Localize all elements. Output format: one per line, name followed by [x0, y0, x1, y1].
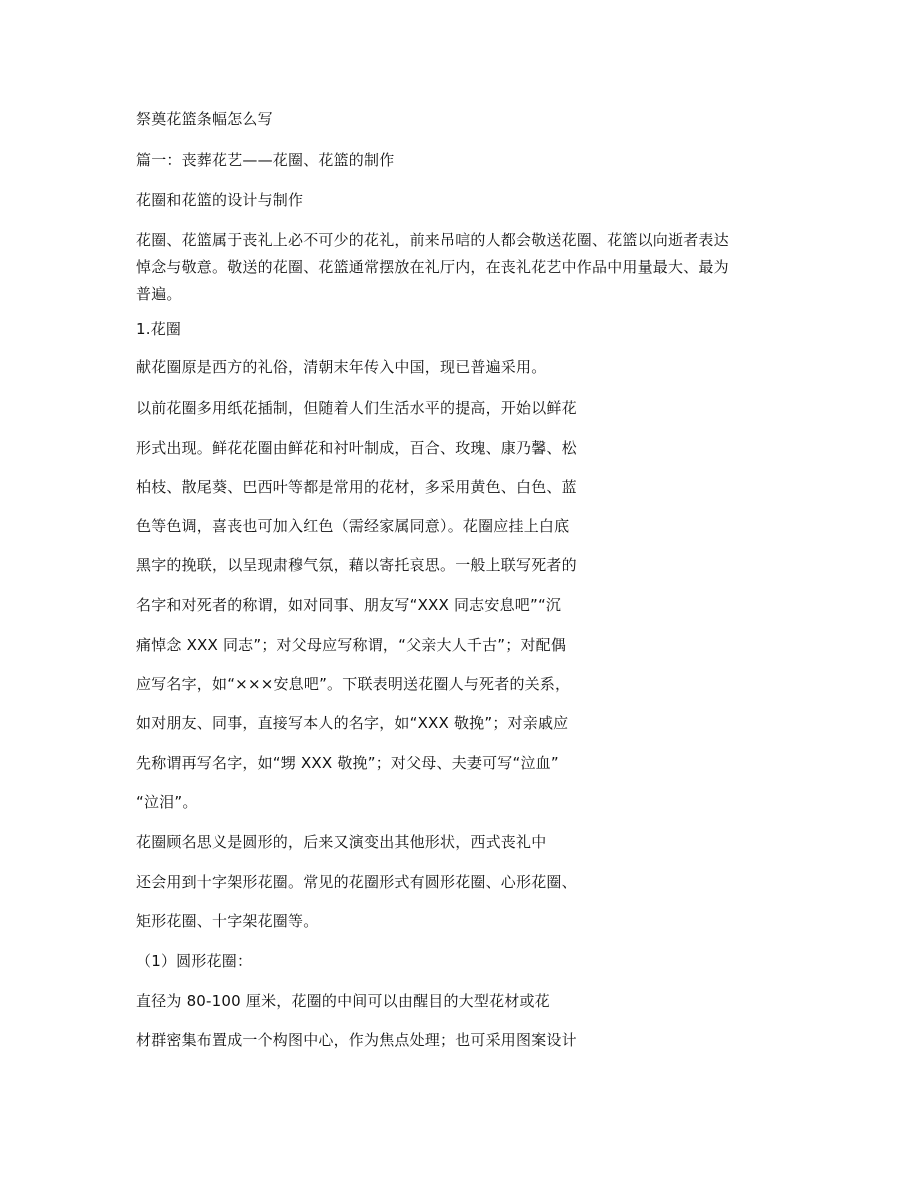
chapter-heading: 篇一：丧葬花艺——花圈、花篮的制作 [136, 151, 395, 169]
materials-line: 应写名字，如“×××安息吧”。下联表明送花圈人与死者的关系， [136, 675, 571, 693]
shapes-line: 花圈顾名思义是圆形的，后来又演变出其他形状，西式丧礼中 [136, 833, 547, 851]
subsection-heading: 1.花圈 [136, 320, 182, 338]
document-title: 祭奠花篮条幅怎么写 [136, 110, 273, 128]
materials-line: “泣泪”。 [136, 793, 198, 811]
intro-line: 花圈、花篮属于丧礼上必不可少的花礼，前来吊唁的人都会敬送花圈、花篮以向逝者表达 [136, 231, 729, 249]
intro-line: 普遍。 [136, 285, 182, 303]
materials-line: 名字和对死者的称谓，如对同事、朋友写“XXX 同志安息吧”“沉 [136, 596, 562, 614]
materials-line: 色等色调，喜丧也可加入红色（需经家属同意）。花圈应挂上白底 [136, 517, 570, 535]
shapes-line: 还会用到十字架形花圈。常见的花圈形式有圆形花圈、心形花圈、 [136, 873, 577, 891]
materials-line: 先称谓再写名字，如“甥 XXX 敬挽”；对父母、夫妻可写“泣血” [136, 754, 559, 772]
round-line: 材群密集布置成一个构图中心，作为焦点处理；也可采用图案设计 [136, 1031, 577, 1049]
item-heading: （1）圆形花圈： [136, 952, 253, 970]
shapes-line: 矩形花圈、十字架花圈等。 [136, 912, 319, 930]
materials-line: 以前花圈多用纸花插制，但随着人们生活水平的提高，开始以鲜花 [136, 399, 577, 417]
origin-paragraph: 献花圈原是西方的礼俗，清朝末年传入中国，现已普遍采用。 [136, 358, 547, 376]
round-line: 直径为 80-100 厘米，花圈的中间可以由醒目的大型花材或花 [136, 992, 550, 1010]
materials-line: 柏枝、散尾葵、巴西叶等都是常用的花材，多采用黄色、白色、蓝 [136, 478, 577, 496]
materials-line: 如对朋友、同事，直接写本人的名字，如“XXX 敬挽”；对亲戚应 [136, 714, 569, 732]
materials-line: 形式出现。鲜花花圈由鲜花和衬叶制成，百合、玫瑰、康乃馨、松 [136, 439, 577, 457]
materials-line: 痛悼念 XXX 同志”；对父母应写称谓，“父亲大人千古”；对配偶 [136, 636, 567, 654]
materials-line: 黑字的挽联，以呈现肃穆气氛，藉以寄托哀思。一般上联写死者的 [136, 556, 577, 574]
section-heading: 花圈和花篮的设计与制作 [136, 191, 304, 209]
intro-line: 悼念与敬意。敬送的花圈、花篮通常摆放在礼厅内，在丧礼花艺中作品中用量最大、最为 [136, 258, 729, 276]
